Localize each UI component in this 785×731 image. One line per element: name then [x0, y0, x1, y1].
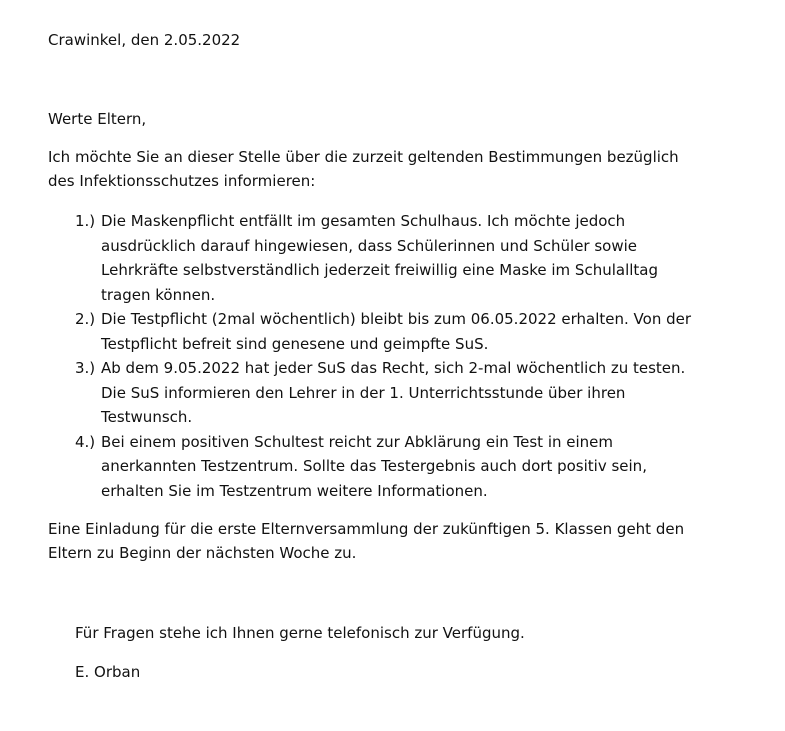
list-item-line: anerkannten Testzentrum. Sollte das Testergebnis auch dort positiv sein, [101, 457, 647, 475]
list-item-line: Die SuS informieren den Lehrer in der 1. Unterrichtsstunde über ihren [101, 383, 626, 402]
list-item [75, 430, 765, 504]
closing-line: Eltern zu Beginn der nächsten Woche zu. [48, 544, 357, 562]
list-item-line: Testpflicht befreit sind genesene und geimpfte SuS. [101, 334, 489, 353]
closing-line: Eine Einladung für die erste Elternversammlung der zukünftigen 5. Klassen geht den [48, 520, 685, 538]
list-item-line: Bei einem positiven Schultest reicht zur Abklärung ein Test in einem [101, 432, 614, 451]
list-item-text [101, 209, 765, 307]
list-item-line: erhalten Sie im Testzentrum weitere Informationen. [101, 481, 488, 500]
list-item-text [101, 430, 765, 504]
list-marker: 1.) [75, 212, 96, 230]
list-item-text [101, 356, 765, 430]
list-marker: 4.) [75, 432, 96, 451]
list-item-text [101, 307, 765, 356]
list-item-line: Die Testpflicht (2mal wöchentlich) bleibt bis zum 06.05.2022 erhalten. Von der [101, 310, 692, 328]
list-marker: 3.) [75, 359, 96, 377]
contact-note: Für Fragen stehe ich Ihnen gerne telefonisch zur Verfügung. [75, 624, 525, 642]
list-item-line: Ab dem 9.05.2022 hat jeder SuS das Recht, sich 2-mal wöchentlich zu testen. [101, 359, 686, 377]
list-item-line: Lehrkräfte selbstverständlich jederzeit freiwillig eine Maske im Schulalltag [101, 261, 658, 279]
list-item [75, 307, 765, 356]
letter-closing [48, 517, 748, 565]
list-item [75, 209, 765, 307]
list-item-line: Testwunsch. [101, 408, 193, 426]
intro-line: des Infektionsschutzes informieren: [48, 172, 316, 190]
signature: E. Orban [75, 663, 141, 681]
list-item-line: tragen können. [101, 285, 216, 304]
list-marker: 2.) [75, 310, 96, 328]
intro-line: Ich möchte Sie an dieser Stelle über die zurzeit geltenden Bestimmungen bezüglich [48, 148, 679, 166]
letter-salutation: Werte Eltern, [48, 110, 147, 128]
list-item [75, 356, 765, 430]
letter-intro [48, 145, 738, 193]
list-item-line: ausdrücklich darauf hingewiesen, dass Schülerinnen und Schüler sowie [101, 236, 638, 255]
regulations-list [75, 209, 765, 503]
list-item-line: Die Maskenpflicht entfällt im gesamten Schulhaus. Ich möchte jedoch [101, 212, 626, 230]
letter-date: Crawinkel, den 2.05.2022 [48, 31, 241, 49]
